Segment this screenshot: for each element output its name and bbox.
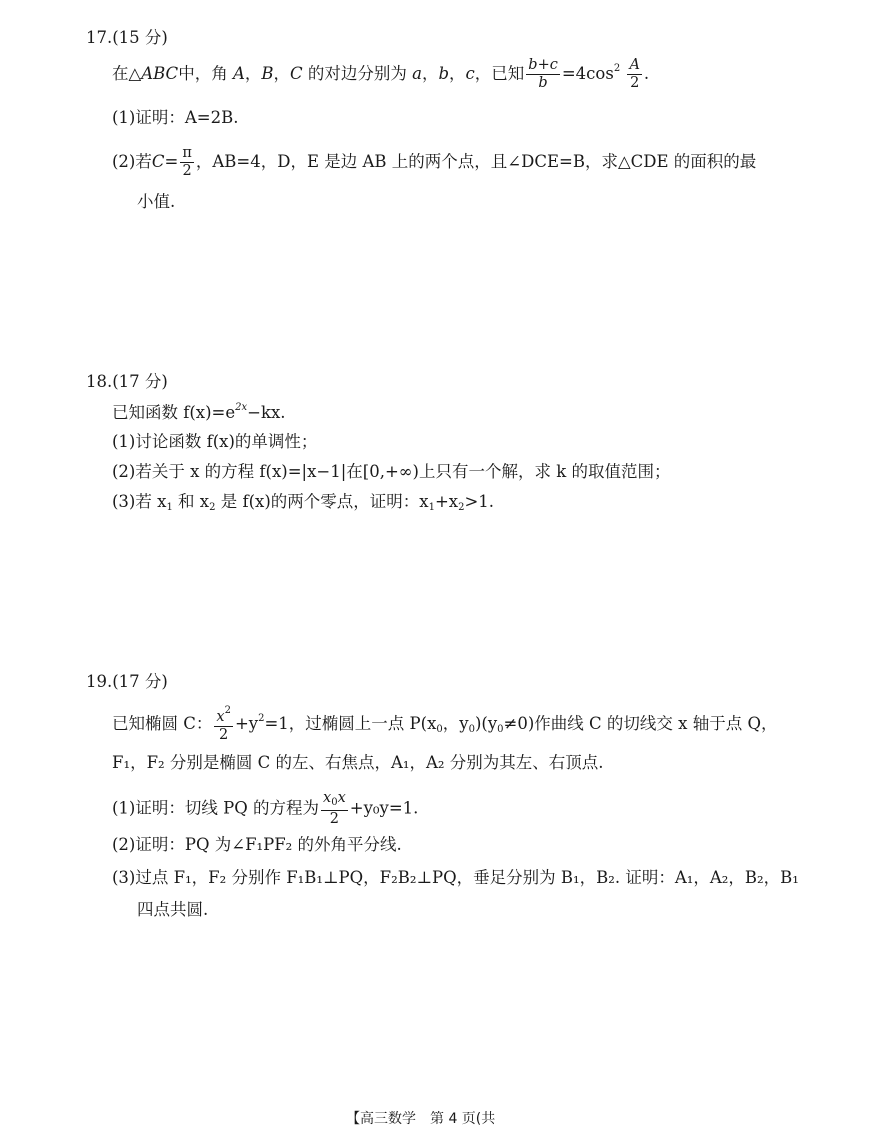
q17-stem: 在△ABC中，角 A，B，C 的对边分别为 a，b，c，已知 $\frac{b+c}{b}$ $=4\cos^2$ $\frac{A}{2}$ . (112, 57, 650, 92)
q19-sub3-cont: 四点共圆. (137, 900, 209, 919)
fraction-pi-over-2: $\frac{\pi}{2}$ (182, 145, 192, 180)
q18-given: 已知函数 $f(x)=e^{2x}-kx$. (112, 402, 286, 422)
q19-line2: F₁，F₂ 分别是椭圆 C 的左、右焦点，A₁，A₂ 分别为其左、右顶点. (112, 753, 604, 772)
q18-sub1: (1)讨论函数 f(x)的单调性； (112, 432, 318, 451)
fraction-x0x-over-2: $\frac{x_0x}{2}$ (323, 790, 346, 827)
q18-header: 18.(17 分) (86, 372, 168, 391)
q19-header: 19.(17 分) (86, 672, 168, 691)
q17-sub2: (2)若C= $\frac{\pi}{2}$ ，AB=4，D，E 是边 AB 上的两个点，且∠DCE=B，求△CDE 的面积的最 (112, 145, 757, 180)
q19-line1: 已知椭圆 C： $\frac{x^2}{2}$ $+y^2=1$，过椭圆上一点 $P(x_0$，$y_0)(y_0\ne 0)$作曲线 C 的切线交 x 轴于点 Q， (112, 705, 778, 744)
fraction-b-plus-c-over-b: $\frac{b+c}{b}$ (528, 57, 558, 92)
q18-sub3: (3)若 $x_1$ 和 $x_2$ 是 f(x)的两个零点，证明：$x_1+x_2>1$. (112, 492, 495, 513)
q19-sub2: (2)证明：PQ 为∠F₁PF₂ 的外角平分线. (112, 835, 402, 854)
q18-sub2: (2)若关于 x 的方程 f(x)=|x−1|在[0,+∞)上只有一个解，求 k 的取值范围； (112, 462, 671, 481)
page-footer: 【高三数学 第 4 页(共 (346, 1111, 496, 1127)
fraction-x2-over-2: $\frac{x^2}{2}$ (216, 705, 231, 744)
fraction-a-over-2: $\frac{A}{2}$ (629, 57, 640, 92)
q17-header: 17.(15 分) (86, 28, 168, 47)
q17-sub1: (1)证明：A=2B. (112, 108, 239, 127)
q19-sub1: (1)证明：切线 PQ 的方程为 $\frac{x_0x}{2}$ +y₀y=1. (112, 790, 419, 827)
q17-sub2-cont: 小值. (137, 192, 176, 211)
q19-sub3: (3)过点 F₁，F₂ 分别作 F₁B₁⊥PQ，F₂B₂⊥PQ，垂足分别为 B₁，B₂. 证明：A₁，A₂，B₂，B₁ (112, 868, 799, 887)
